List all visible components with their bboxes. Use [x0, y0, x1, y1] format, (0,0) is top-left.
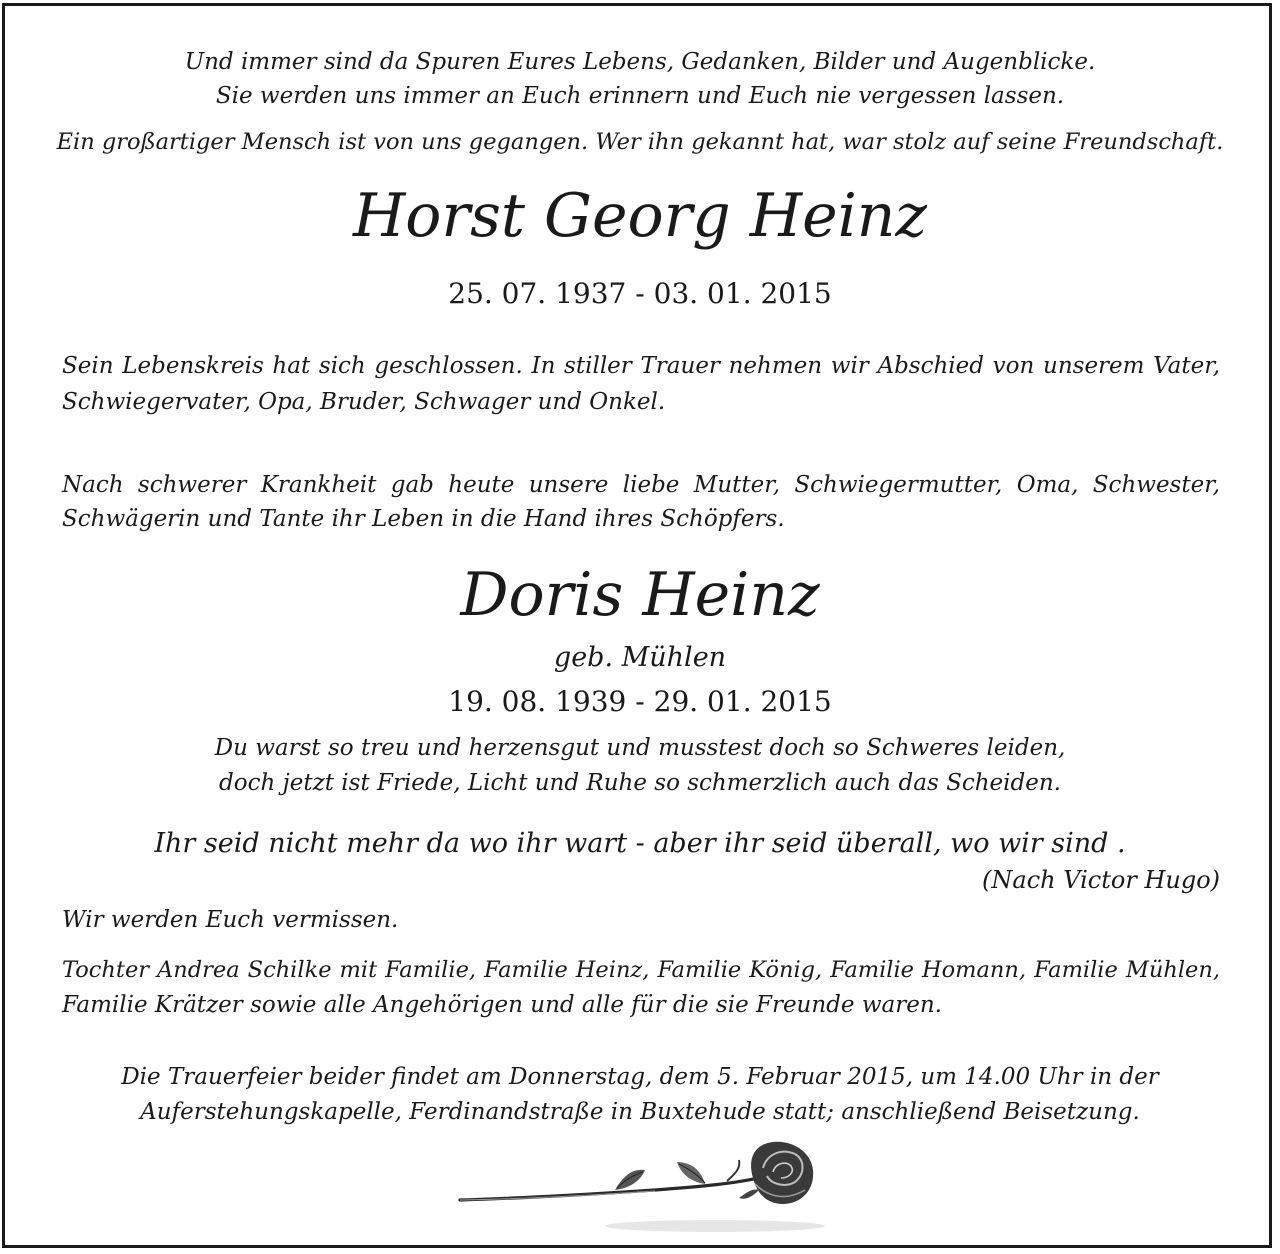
deceased-2-intro-line-2: Schwägerin und Tante ihr Leben in die Hand ihres Schöpfers. — [62, 506, 785, 532]
deceased-1-text-line-2: Schwiegervater, Opa, Bruder, Schwager und Onkel. — [62, 389, 666, 415]
deceased-1-name: Horst Georg Heinz — [352, 181, 928, 251]
deceased-2-verse-line-1: Du warst so treu und herzensgut und musstest doch so Schweres leiden, — [214, 735, 1066, 761]
deceased-2-birth-name: geb. Mühlen — [553, 642, 727, 673]
deceased-1-text-line-1: Sein Lebenskreis hat sich geschlossen. In stiller Trauer nehmen wir Abschied von unserem Vater, — [62, 353, 1220, 379]
deceased-1-dates: 25. 07. 1937 - 03. 01. 2015 — [448, 277, 832, 310]
intro-text: Ein großartiger Mensch ist von uns gegangen. Wer ihn gekannt hat, war stolz auf seine Freundschaft. — [56, 129, 1224, 155]
verse-top-line-1: Und immer sind da Spuren Eures Lebens, Gedanken, Bilder und Augenblicke. — [184, 49, 1096, 75]
quote-text: Ihr seid nicht mehr da wo ihr wart - aber ihr seid überall, wo wir sind . — [154, 828, 1126, 859]
deceased-2-dates: 19. 08. 1939 - 29. 01. 2015 — [448, 685, 832, 718]
quote-attribution: (Nach Victor Hugo) — [982, 866, 1220, 894]
deceased-2-verse-line-2: doch jetzt ist Friede, Licht und Ruhe so schmerzlich auch das Scheiden. — [219, 770, 1061, 796]
closing-miss: Wir werden Euch vermissen. — [62, 907, 399, 933]
deceased-2-name: Doris Heinz — [460, 560, 820, 630]
rose-icon — [455, 1138, 825, 1238]
deceased-2-intro-line-1: Nach schwerer Krankheit gab heute unsere liebe Mutter, Schwiegermutter, Oma, Schwester, — [62, 472, 1220, 498]
closing-family-line-2: Familie Krätzer sowie alle Angehörigen und alle für die sie Freunde waren. — [62, 992, 942, 1018]
service-line-2: Auferstehungskapelle, Ferdinandstraße in Buxtehude statt; anschließend Beisetzung. — [140, 1099, 1140, 1125]
closing-family-line-1: Tochter Andrea Schilke mit Familie, Familie Heinz, Familie König, Familie Homann, Familie Mühlen, — [62, 957, 1220, 983]
verse-top-line-2: Sie werden uns immer an Euch erinnern und Euch nie vergessen lassen. — [215, 83, 1065, 109]
service-line-1: Die Trauerfeier beider findet am Donnerstag, dem 5. Februar 2015, um 14.00 Uhr in der — [121, 1064, 1159, 1090]
